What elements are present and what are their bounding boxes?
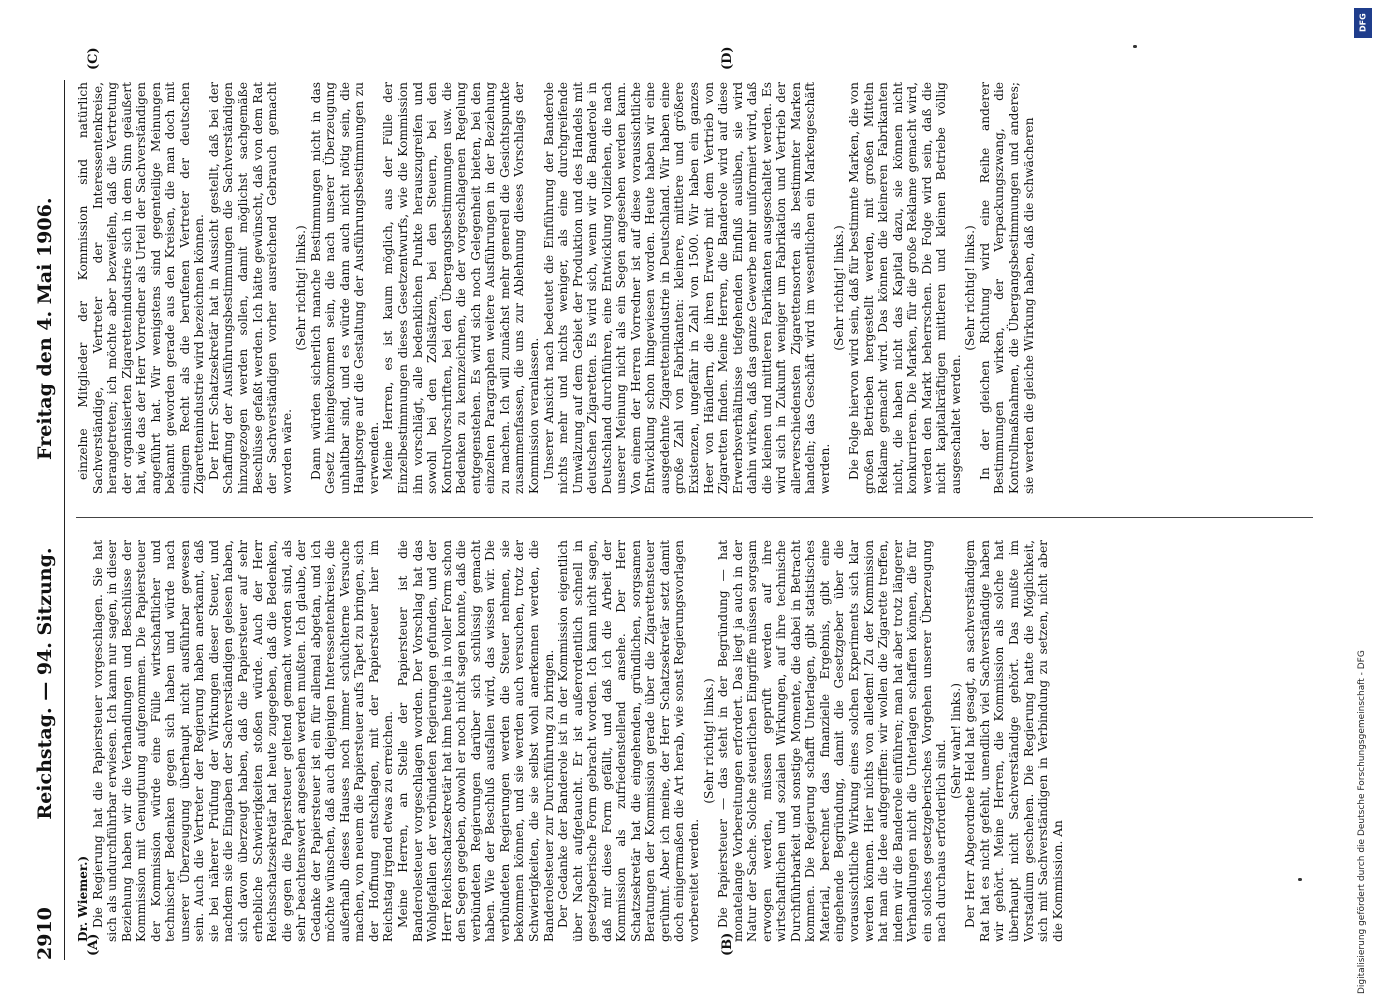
interjection: (Sehr richtig! links.) xyxy=(963,225,978,351)
dfg-logo: DFG xyxy=(1354,8,1372,38)
right-column xyxy=(76,82,1313,494)
page-number: 2910 xyxy=(34,907,56,960)
paragraph: Meine Herren, an Stelle der Papiersteuer ist die Banderolesteuer vorgeschlagen worden. Der Vorschlag hat das Wohlgefallen der verbündeten Regierungen gefunden, und der Herr Reichsschatzsekretär hat ihm heute ja in voller Form schon den Segen gegeben, obwohl er noch nicht sagen konnte, daß die verbündeten Regierungen darüber sich schlüssig gemacht haben. Wie der Beschluß ausfallen wird, das wissen wir. Die verbündeten Regierungen werden die Steuer nehmen, sie bekommen können, und sie werden auch versuchen, trotz der Schwierigkeiten, die sie selbst wohl anerkennen werden, die Banderolesteuer zur Durchführung zu bringen. xyxy=(396,540,556,942)
paragraph: einzelne Mitglieder der Kommission sind natürlich Sachverständige, Vertreter der Interessentenkreise, herangetreten; ich möchte aber bezweifeln, daß die Vertretung der organisierten Zigarettenindustrie sich in dem Sinn geäußert hat, wie das der Herr Vorredner als Urteil der Sachverständigen angeführt hat. Wir wenigstens sind gegenteilige Meinungen bekannt geworden gerade aus den Kreisen, die man doch mit einigem Recht als die berufenen Vertreter der deutschen Zigarettenindustrie wird bezeichnen können. xyxy=(76,82,207,494)
interjection: (Sehr richtig! links.) xyxy=(832,225,847,351)
paragraph: Der Gedanke der Banderole ist in der Kommission eigentlich über Nacht aufgetaucht. Er ist außerordentlich schnell in gesetzgeberische Form gebracht worden. Ich kann nicht sagen, daß mir diese Form gefällt, und daß ich die Arbeit der Kommission als zufriedenstellend ansehe. Der Herr Schatzsekretär hat die eingehenden, gründlichen, sorgsamen Beratungen der Kommission gerade über die Zigarettensteuer gerühmt. Aber ich meine, der Herr Schatzsekretär setzt damit doch einigermaßen die Art herab, wie sonst Regierungsvorlagen vorbereitet werden. xyxy=(556,540,701,942)
paragraph: Unserer Ansicht nach bedeutet die Einführung der Banderole nichts mehr und nichts weniger, als eine durchgreifende Umwälzung auf dem Gebiet der Produktion und des Handels mit deutschen Zigaretten. Es wird sich, wenn wir die Banderole in Deutschland durchführen, eine Entwicklung vollziehen, die nach unserer Meinung nicht als ein Segen angesehen werden kann. Von einem der Herren Vorredner ist auf diese voraussichtliche Entwicklung schon hingewiesen worden. Heute haben wir eine ausgedehnte Zigarettenindustrie in Deutschland. Wir haben eine große Zahl von Fabrikanten: kleinere, mittlere und größere Existenzen, ungefähr in Zahl von 1500. Wir haben ein ganzes Heer von Händlern, die ihren Erwerb mit dem Vertrieb von Zigaretten finden. Meine Herren, die Banderole wird auf diese Erwerbsverhältnisse tiefgehenden Einfluß ausüben, sie wird dahin wirken, daß das ganze Gewerbe mehr uniformiert wird, daß die kleinen und mittleren Fabrikanten ausgeschaltet werden. Es wird sich in Zukunft weniger um Fabrikation und Vertrieb der allerverschiedensten Zigarettensorten als bestimmter Marken handeln; das Geschäft wird im wesentlichen ein Markengeschäft werden. xyxy=(541,82,832,494)
paragraph: Der Herr Abgeordnete Held hat gesagt, an sachverständigem Rat hat es nicht gefehlt, unendlich viel Sachverständige haben wir gehört. Meine Herren, die Kommission als solche hat überhaupt nicht Sachverständige gehört. Das mußte im Vorstadium geschehen. Die Regierung hatte die Möglichkeit, sich mit Sachverständigen in Verbindung zu setzen, nicht aber die Kommission. An xyxy=(963,540,1065,942)
margin-marker-c: (C) xyxy=(86,47,101,70)
speaker-label: Dr. Wiemer.) xyxy=(76,855,90,942)
left-title: Reichstag. — 94. Sitzung. xyxy=(34,547,56,820)
margin-marker-a: (A) xyxy=(86,933,101,956)
paragraph: Der Herr Schatzsekretär hat in Aussicht gestellt, daß bei der Schaffung der Ausführungsbestimmungen die Sachverständigen hinzugezogen werden sollen, damit möglichst sachgemäße Beschlüsse gefaßt werden. Ich hätte gewünscht, daß von dem Rat der Sachverständigen vorher ausreichend Gebrauch gemacht worden wäre. xyxy=(206,82,294,494)
paragraph: Dann würden sicherlich manche Bestimmungen nicht in das Gesetz hineingekommen sein, die nach unserer Überzeugung unhaltbar sind, und es würde dann auch nicht nötig sein, die Hauptsorge auf die Gestaltung der Ausführungsbestimmungen zu verwenden. xyxy=(308,82,381,494)
scan-speck xyxy=(1133,45,1137,48)
paragraph: Die Papiersteuer — das steht in der Begründung — hat monatelange Vorbereitungen erfordert. Das liegt ja auch in der Natur der Sache. Solche steuerlichen Eingriffe müssen sorgsam erwogen werden, müssen geprüft werden auf ihre wirtschaftlichen und sozialen Wirkungen, auf ihre technische Durchführbarkeit und sonstige Momente, die dabei in Betracht kommen. Die Regierung schafft Unterlagen, gibt statistisches Material, berechnet das finanzielle Ergebnis, gibt eine eingehende Begründung, damit die Gesetzgeber über die voraussichtliche Wirkung eines solchen Experiments sich klar werden können. Hier nichts von alledem! Zu der Kommission hat man die Idee aufgegriffen: wir wollen die Zigarette treffen, indem wir die Banderole einführen; man hat aber trotz längerer Verhandlungen nicht die Unterlagen schaffen können, die für ein solches gesetzgeberisches Vorgehen unserer Überzeugung nach durchaus erforderlich sind. xyxy=(716,540,949,942)
column-divider xyxy=(76,517,1313,518)
digitization-credit: Digitalisierung gefördert durch die Deutsche Forschungsgemeinschaft - DFG xyxy=(1357,650,1367,994)
paragraph: Die Folge hiervon wird sein, daß für bestimmte Marken, die von großen Betrieben hergestellt werden, mit großen Mitteln Reklame gemacht wird. Das können die kleineren Fabrikanten nicht, die haben nicht das Kapital dazu, sie können nicht konkurrieren. Die Marken, für die große Reklame gemacht wird, werden den Markt beherrschen. Die Folge wird sein, daß die nicht kapitalkräftigen mittleren und kleinen Betriebe völlig ausgeschaltet werden. xyxy=(846,82,963,494)
interjection: (Sehr richtig! links.) xyxy=(294,225,309,351)
digitization-sidebar xyxy=(1345,0,1383,1000)
scan-speck xyxy=(1298,878,1302,881)
interjection: (Sehr wahr! links.) xyxy=(948,683,963,799)
margin-marker-d: (D) xyxy=(720,46,735,70)
right-title: Freitag den 4. Mai 1906. xyxy=(34,197,56,460)
paragraph: Die Regierung hat die Papiersteuer vorgeschlagen. Sie hat sich als undurchführbar erwiesen. Ich kann nur sagen, in dieser Beziehung haben wir die Verhandlungen und Beschlüsse der Kommission mit Genugtuung aufgenommen. Die Papiersteuer der Kommission würde eine Fülle wirtschaftlicher und technischer Bedenken gegen sich haben und würde nach unserer Überzeugung überhaupt nicht ausführbar gewesen sein. Auch die Vertreter der Regierung haben anerkannt, daß sie bei näherer Prüfung der Wirkungen dieser Steuer, und nachdem sie die Eingaben der Sachverständigen gelesen haben, sich davon überzeugt haben, daß die Papiersteuer auf sehr erhebliche Schwierigkeiten stoßen würde. Auch der Herr Reichsschatzsekretär hat heute zugegeben, daß die Bedenken, die gegen die Papiersteuer geltend gemacht worden sind, als sehr beachtenswert angesehen werden mußten. Ich glaube, der Gedanke der Papiersteuer ist ein für allemal abgetan, und ich möchte wünschen, daß auch diejenigen Interessentenkreise, die außerhalb dieses Hauses noch immer schüchterne Versuche machen, von neuem die Papiersteuer aufs Tapet zu bringen, sich der Hoffnung entschlagen, mit der Papiersteuer hier im Reichstag irgend etwas zu erreichen. xyxy=(90,540,396,942)
running-head xyxy=(34,80,65,960)
interjection: (Sehr richtig! links.) xyxy=(701,678,716,804)
paragraph: Meine Herren, es ist kaum möglich, aus der Fülle der Einzelbestimmungen dieses Gesetzentwurfs, wie die Kommission ihn vorschlägt, alle bedenklichen Punkte herauszugreifen und sowohl bei den Zollsätzen, bei den Steuern, bei den Kontrollvorschriften, bei den Übergangsbestimmungen usw. die Bedenken zu kennzeichnen, die der vorgeschlagenen Regelung entgegenstehen. Es wird sich noch Gelegenheit bieten, bei den einzelnen Paragraphen weitere Ausführungen in der Beziehung zu machen. Ich will zunächst mehr generell die Gesichtspunkte zusammenfassen, die uns zur Ablehnung dieses Vorschlags der Kommission veranlassen. xyxy=(381,82,541,494)
margin-marker-b: (B) xyxy=(720,932,735,956)
left-column xyxy=(76,540,1313,942)
paragraph: In der gleichen Richtung wird eine Reihe anderer Bestimmungen wirken, der Verpackungszwang, die Kontrollmaßnahmen, die Übergangsbestimmungen und anderes; sie werden die gleiche Wirkung haben, daß die schwächeren xyxy=(977,82,1036,494)
